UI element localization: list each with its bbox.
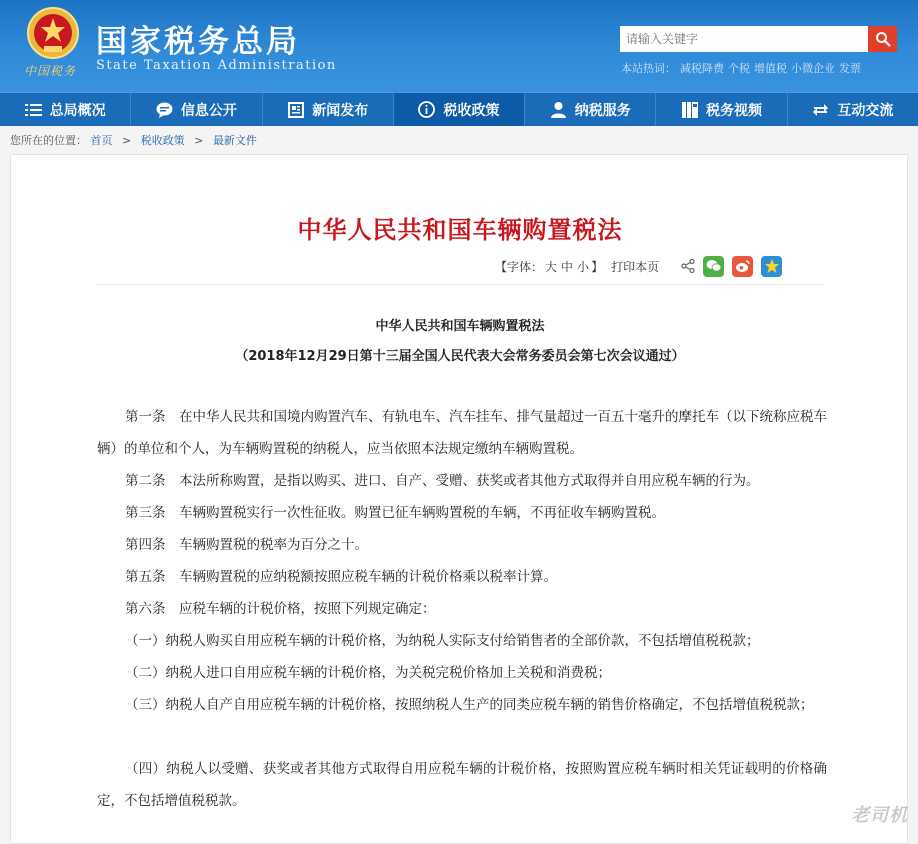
nav-label: 信息公开 (180, 102, 237, 119)
breadcrumb-home-link[interactable]: 首页 (90, 134, 113, 147)
hot-word-link[interactable]: 增值税 (754, 62, 787, 75)
breadcrumb (10, 132, 257, 148)
breadcrumb-policy-link[interactable]: 税收政策 (140, 134, 185, 147)
hot-word-link[interactable]: 发票 (839, 62, 861, 75)
article-tools (495, 253, 782, 279)
site-title[interactable]: 国家税务总局 (96, 24, 300, 60)
article-paragraph: （三）纳税人自产自用应税车辆的计税价格，按照纳税人生产的同类应税车辆的销售价格确定，不包括增值税税款； (125, 697, 814, 713)
article-paragraph: （四）纳税人以受赠、获奖或者其他方式取得自用应税车辆的计税价格，按照购置应税车辆时相关凭证载明的价格确定，不包括增值税税款。 (97, 761, 827, 809)
article-paragraph: 第一条 在中华人民共和国境内购置汽车、有轨电车、汽车挂车、排气量超过一百五十毫升的摩托车（以下统称应税车辆）的单位和个人，为车辆购置税的纳税人，应当依照本法规定缴纳车辆购置税。 (97, 409, 827, 457)
nav-item-info[interactable] (131, 93, 262, 126)
font-size-label-end: 】 (591, 259, 604, 274)
article-paragraph: 第四条 车辆购置税的税率为百分之十。 (125, 537, 368, 553)
law-title: 中华人民共和国车辆购置税法 (375, 319, 545, 334)
breadcrumb-latest-link[interactable]: 最新文件 (212, 134, 257, 147)
article-paragraph: 第二条 本法所称购置，是指以购买、进口、自产、受赠、获奖或者其他方式取得并自用应税车辆的行为。 (125, 473, 760, 489)
tax-emblem-icon[interactable] (26, 6, 80, 60)
nav-label: 互动交流 (837, 102, 894, 119)
article-title: 中华人民共和国车辆购置税法 (297, 216, 623, 244)
font-size-medium-button[interactable]: 中 (561, 259, 574, 274)
nav-item-overview[interactable] (0, 93, 131, 126)
nav-item-tax-policy[interactable] (394, 93, 525, 126)
watermark-logo: 老司机 (851, 805, 908, 826)
font-size-large-button[interactable]: 大 (545, 259, 558, 274)
article-paragraph: 第三条 车辆购置税实行一次性征收。购置已征车辆购置税的车辆，不再征收车辆购置税。 (125, 505, 665, 521)
qzone-star-icon[interactable] (761, 256, 782, 277)
font-size-label: 【字体： (495, 259, 544, 274)
print-button[interactable]: 打印本页 (611, 259, 660, 274)
article-paragraph: 第五条 车辆购置税的应纳税额按照应税车辆的计税价格乘以税率计算。 (125, 569, 557, 585)
weibo-icon[interactable] (732, 256, 753, 277)
hot-word-link[interactable]: 个税 (728, 62, 750, 75)
wechat-icon[interactable] (703, 256, 724, 277)
nav-label: 纳税服务 (574, 102, 631, 119)
info-icon (418, 101, 435, 118)
video-icon (681, 101, 698, 118)
article-paragraph: （一）纳税人购买自用应税车辆的计税价格，为纳税人实际支付给销售者的全部价款，不包括增值税税款； (125, 633, 760, 649)
hot-word-link[interactable]: 小微企业 (791, 62, 835, 75)
site-header (0, 0, 918, 92)
user-icon (550, 101, 567, 118)
news-icon (287, 101, 304, 118)
chat-icon (156, 101, 173, 118)
hot-words-label: 本站热词： (621, 62, 676, 75)
nav-label: 新闻发布 (312, 102, 369, 119)
search-input[interactable] (620, 26, 868, 52)
article-panel (10, 154, 908, 844)
article-paragraph: （二）纳税人进口自用应税车辆的计税价格，为关税完税价格加上关税和消费税； (125, 665, 611, 681)
nav-item-interaction[interactable] (788, 93, 918, 126)
font-size-small-button[interactable]: 小 (577, 259, 590, 274)
search-icon (875, 31, 891, 47)
nav-item-video[interactable] (656, 93, 787, 126)
article-divider (97, 284, 824, 285)
law-adoption-note: （2018年12月29日第十三届全国人民代表大会常务委员会第七次会议通过） (235, 349, 685, 364)
hot-words (621, 60, 865, 76)
share-icon[interactable] (681, 259, 695, 273)
nav-item-service[interactable] (525, 93, 656, 126)
site-subtitle: State Taxation Administration (96, 58, 337, 73)
nav-label: 税收政策 (443, 102, 500, 119)
hot-word-link[interactable]: 减税降费 (680, 62, 724, 75)
nav-label: 税务视频 (706, 102, 763, 119)
main-nav (0, 92, 918, 126)
nav-label: 总局概况 (49, 102, 106, 119)
exchange-icon (812, 101, 829, 118)
breadcrumb-separator: > (122, 134, 132, 147)
breadcrumb-prefix: 您所在的位置： (10, 134, 87, 147)
breadcrumb-separator: > (194, 134, 204, 147)
nav-item-news[interactable] (263, 93, 394, 126)
menu-icon (25, 101, 42, 118)
article-paragraph: 第六条 应税车辆的计税价格，按照下列规定确定： (125, 601, 436, 617)
search-button[interactable] (868, 26, 897, 52)
emblem-caption: 中国税务 (23, 64, 76, 78)
